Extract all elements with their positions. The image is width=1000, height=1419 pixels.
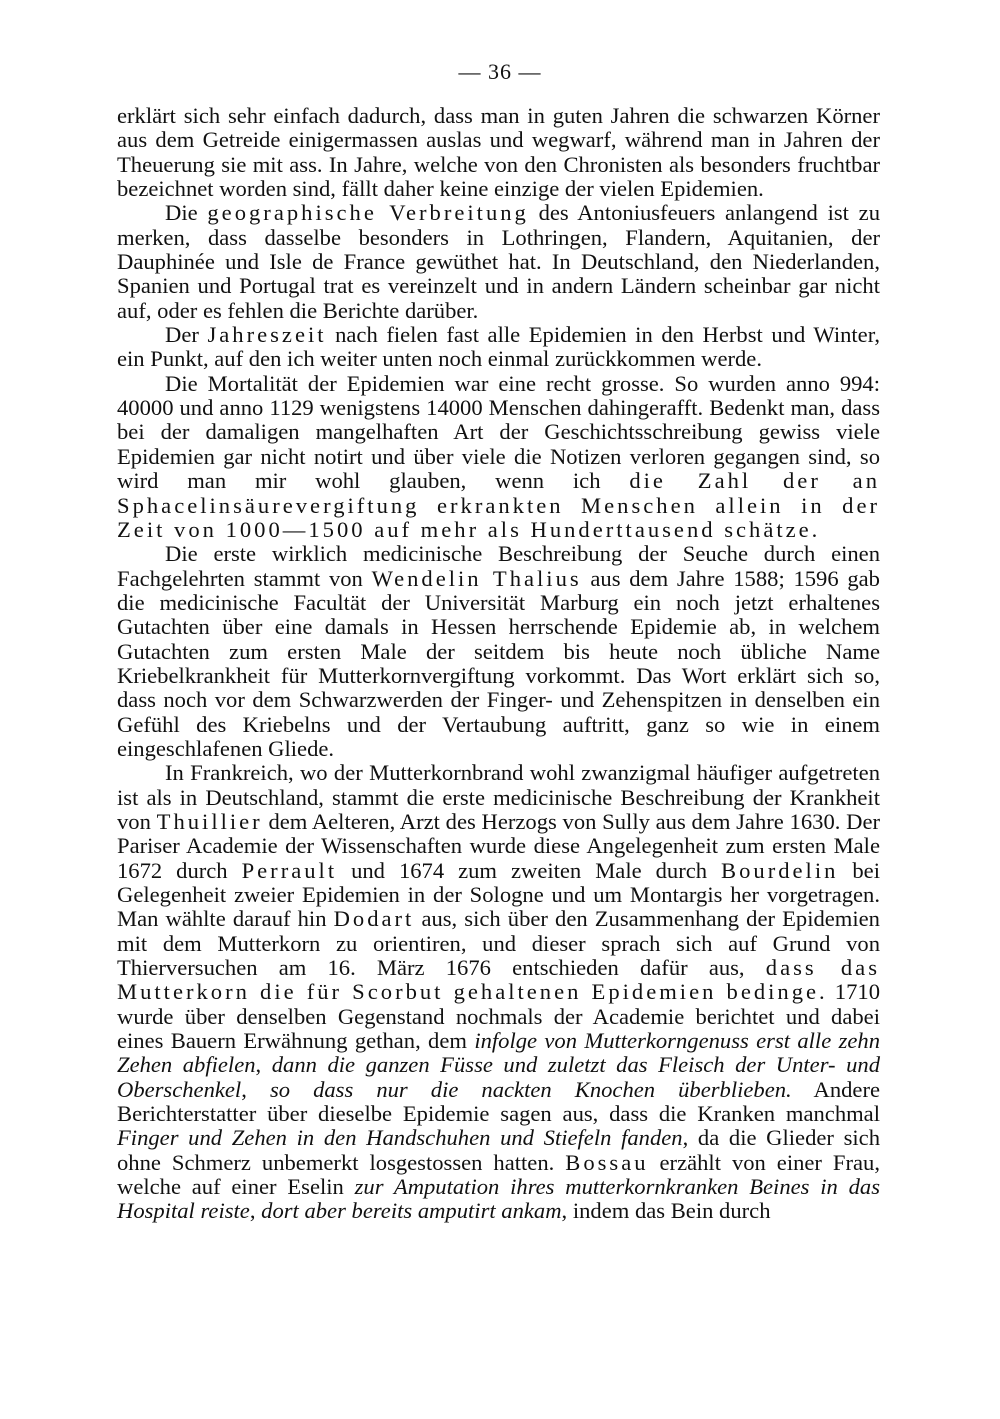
text-run: , indem das Bein durch: [561, 1198, 771, 1224]
paragraph: [117, 201, 880, 323]
italic-emphasis-text: infolge von Mutterkorngenuss erst alle zehn Zehen abfielen: [117, 1028, 880, 1078]
text-run: Die: [165, 200, 208, 226]
page-number: — 36 —: [458, 59, 542, 84]
italic-emphasis-text: dann die ganzen Füsse und zuletzt das Fleisch der Unter- und Oberschenkel: [117, 1052, 881, 1102]
text-run: dem Aelteren, Arzt des Herzogs von Sully aus dem Jahre 1630. Der Pariser Academie der Wissenschaften wurde diese Angelegenheit zum ersten Male 1672 durch: [117, 808, 880, 883]
text-run: nach fielen fast alle Epidemien in den Herbst und Winter, ein Punkt, auf den ich weiter unten noch einmal zurückkommen werde.: [117, 322, 880, 372]
italic-emphasis-text: Finger und Zehen in den Handschuhen und Stiefeln fanden: [117, 1125, 683, 1151]
paragraph: [117, 104, 880, 201]
spaced-emphasis-text: Bossau: [565, 1149, 649, 1175]
italic-emphasis-text: dort aber bereits amputirt ankam: [261, 1198, 562, 1224]
italic-emphasis-text: zur Amputation ihres mutterkornkranken Beines in das Hospital reiste: [117, 1174, 880, 1224]
spaced-emphasis-text: Wendelin Thalius: [371, 565, 582, 591]
spaced-emphasis-text: dass das Mutterkorn die für Scorbut gehaltenen Epidemien bedinge.: [117, 955, 880, 1005]
spaced-emphasis-text: geographische Verbreitung: [207, 200, 529, 226]
text-run: Andere Berichterstatter über dieselbe Epidemie sagen aus, dass die Kranken manchmal: [117, 1076, 881, 1127]
paragraph: [117, 761, 880, 1224]
paragraph: [117, 372, 880, 542]
text-run: ,: [255, 1052, 272, 1078]
text-run: Der: [165, 322, 208, 348]
spaced-emphasis-text: Dodart: [333, 906, 415, 932]
text-run: bei Gelegenheit zweier Epidemien in der Sologne und um Montargis her vorgetragen. Man wählte darauf hin: [117, 857, 880, 932]
text-run: erzählt von einer Frau, welche auf einer Eselin: [117, 1149, 880, 1200]
text-run: ,: [241, 1076, 270, 1102]
spaced-emphasis-text: die Zahl der an Sphacelinsäurevergiftung erkrankten Menschen allein in der Zeit von 1000—1500 auf mehr als Hunderttausend schätze.: [117, 468, 880, 542]
text-run: und 1674 zum zweiten Male durch: [337, 857, 722, 883]
text-run: 1710 wurde über denselben Gegenstand nochmals der Academie berichtet und dabei eines Bauern Erwähnung gethan, dem: [117, 979, 880, 1054]
spaced-emphasis-text: Jahreszeit: [207, 322, 327, 348]
text-run: ,: [249, 1198, 262, 1224]
text-run: Die Mortalität der Epidemien war eine recht grosse. So wurden anno 994: 40000 und anno 1129 wenigstens 14000 Menschen dahingerafft. Bedenkt man, dass bei der damaligen mangelhaften Art der Geschichtsschreibung gewiss viele Epidemien gar nicht notirt und über viele die Notizen verloren gegangen sind, so wird man mir wohl glauben, wenn ich: [117, 370, 880, 494]
text-run: des Antoniusfeuers anlangend ist zu merken, dass dasselbe besonders in Lothringen, Flandern, Aquitanien, der Dauphinée und Isle de France gewüthet hat. In Deutschland, den Niederlanden, Spanien und Portugal trat es vereinzelt und in andern Ländern scheinbar gar nicht auf, oder es fehlen die Berichte darüber.: [117, 200, 880, 323]
text-run: erklärt sich sehr einfach dadurch, dass man in guten Jahren die schwarzen Körner aus dem Getreide einigermassen auslas und wegwarf, während man in Jahren der Theuerung sie mit ass. In Jahre, welche von den Chronisten als besonders fruchtbar bezeichnet worden sind, fällt daher keine einzige der vielen Epidemien.: [117, 103, 880, 202]
text-run: , da die Glieder sich ohne Schmerz unbemerkt losgestossen hatten.: [117, 1125, 880, 1175]
text-run: In Frankreich, wo der Mutterkornbrand wohl zwanzigmal häufiger aufgetreten ist als in Deutschland, stammt die erste medicinische Beschreibung der Krankheit von: [117, 760, 880, 834]
spaced-emphasis-text: Thuillier: [156, 808, 263, 834]
paragraph: [117, 323, 880, 372]
text-run: Die erste wirklich medicinische Beschreibung der Seuche durch einen Fachgelehrten stammt von: [117, 541, 880, 591]
text-run: aus dem Jahre 1588; 1596 gab die medicinische Facultät der Universität Marburg ein noch jetzt erhaltenes Gutachten über eine damals in Hessen herrschende Epidemie ab, in welchem Gutachten zum ersten Male der seitdem bis heute noch übliche Name Kriebelkrankheit für Mutterkornvergiftung vorkommt. Das Wort erklärt sich so, dass noch vor dem Schwarzwerden der Finger- und Zehenspitzen in denselben ein Gefühl des Kriebelns und der Vertaubung auftritt, ganz so wie in einem eingeschlafenen Gliede.: [117, 565, 880, 761]
spaced-emphasis-text: Perrault: [241, 857, 338, 883]
text-run: aus, sich über den Zusammenhang der Epidemien mit dem Mutterkorn zu orientiren, und dieser sprach sich auf Grund von Thierversuchen am 16. März 1676 entschieden dafür aus,: [117, 906, 880, 981]
spaced-emphasis-text: Bourdelin: [721, 857, 839, 883]
italic-emphasis-text: so dass nur die nackten Knochen überblieben.: [269, 1076, 792, 1102]
body-text: [117, 104, 880, 1224]
paragraph: [117, 542, 880, 761]
